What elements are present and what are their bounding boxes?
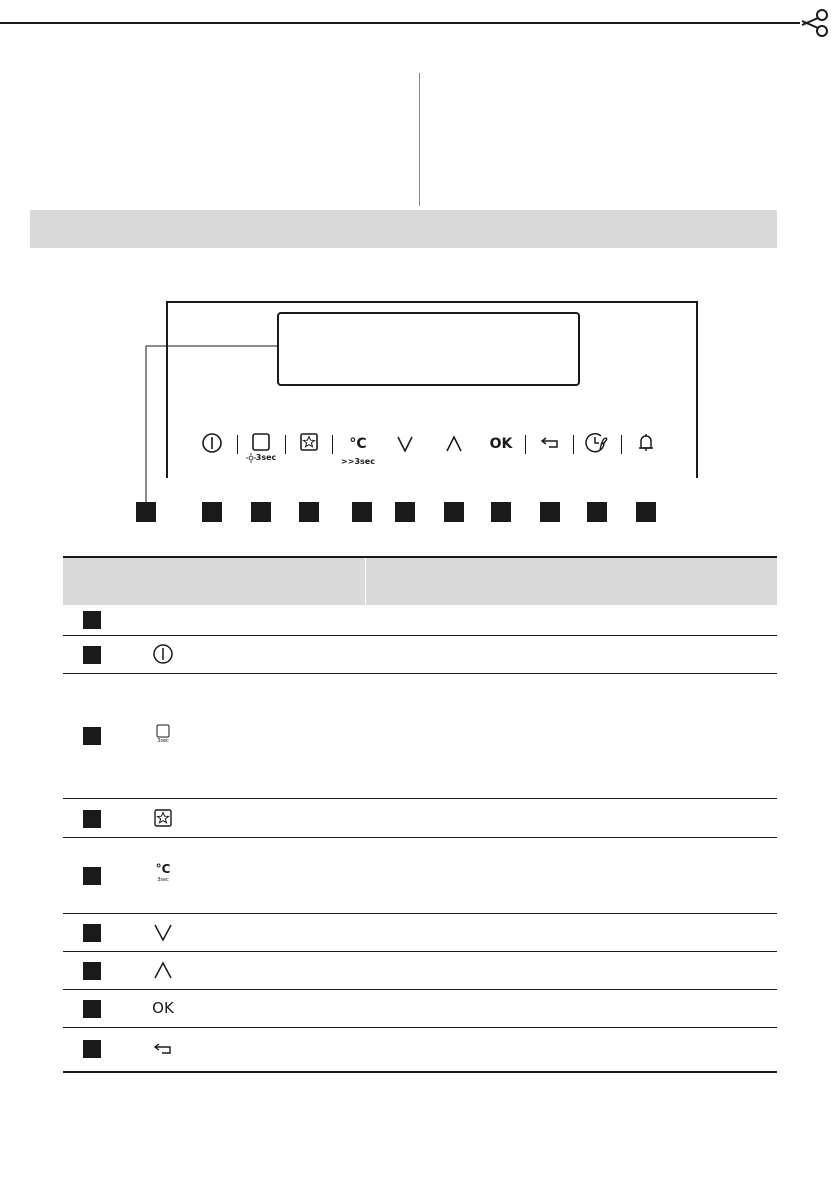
row-symbol <box>149 643 177 665</box>
callout-marker <box>444 502 464 522</box>
separator <box>237 435 238 454</box>
back-button[interactable] <box>533 432 567 474</box>
favourite-button[interactable] <box>292 432 326 474</box>
table-row <box>63 990 777 1028</box>
row-marker <box>83 611 101 629</box>
table-row <box>63 636 777 674</box>
timer-icon <box>585 432 609 454</box>
table-row <box>63 838 777 914</box>
table-row <box>63 1028 777 1073</box>
power-icon <box>152 643 174 665</box>
power-button[interactable] <box>195 432 229 474</box>
back-icon <box>152 1038 174 1060</box>
callout-marker <box>251 502 271 522</box>
callout-marker <box>395 502 415 522</box>
back-icon <box>539 432 561 454</box>
callout-marker <box>352 502 372 522</box>
table-row <box>63 952 777 990</box>
light-icon <box>251 432 271 452</box>
column-divider <box>419 73 420 206</box>
row-symbol <box>149 1038 177 1060</box>
table-row <box>63 799 777 838</box>
down-button[interactable] <box>388 432 422 474</box>
ok-icon: OK <box>152 999 174 1017</box>
timer-button[interactable] <box>580 432 614 474</box>
hold-label: 3sec <box>354 457 375 466</box>
light-icon <box>156 724 170 738</box>
temperature-icon: °C <box>349 436 367 452</box>
callout-marker <box>587 502 607 522</box>
section-heading-band <box>30 210 777 248</box>
temperature-icon: °C <box>155 862 171 876</box>
up-icon <box>152 959 174 981</box>
up-icon <box>444 432 464 454</box>
display-leader-line <box>140 344 280 506</box>
down-icon <box>152 921 174 943</box>
table-row <box>63 605 777 636</box>
row-symbol <box>149 861 177 883</box>
table-header <box>63 556 777 605</box>
row-symbol <box>149 959 177 981</box>
row-marker <box>83 962 101 980</box>
callout-marker <box>636 502 656 522</box>
temperature-button[interactable] <box>341 432 375 474</box>
row-marker <box>83 810 101 828</box>
ok-icon: OK <box>489 436 513 452</box>
row-symbol <box>149 998 177 1018</box>
row-marker <box>83 1000 101 1018</box>
row-symbol <box>149 808 177 828</box>
power-icon <box>201 432 223 454</box>
hold-label: 3sec <box>157 738 169 744</box>
light-button[interactable] <box>244 432 278 474</box>
table-row <box>63 914 777 952</box>
favourite-icon <box>299 432 319 452</box>
callout-marker <box>299 502 319 522</box>
alarm-icon <box>636 432 656 454</box>
row-symbol <box>149 724 177 744</box>
alarm-button[interactable] <box>629 432 663 474</box>
row-marker <box>83 924 101 942</box>
header-divider <box>365 558 366 605</box>
row-marker <box>83 727 101 745</box>
ok-button[interactable] <box>483 432 519 474</box>
display-window <box>277 312 580 386</box>
sun-icon <box>246 453 256 463</box>
separator <box>621 435 622 454</box>
down-icon <box>395 432 415 454</box>
cut-line <box>0 22 800 24</box>
hold-label: 3sec <box>255 453 277 462</box>
up-button[interactable] <box>437 432 471 474</box>
separator <box>285 435 286 454</box>
callout-marker <box>491 502 511 522</box>
fast-forward-icon: >> <box>341 457 355 466</box>
row-symbol <box>149 921 177 943</box>
separator <box>525 435 526 454</box>
separator <box>332 435 333 454</box>
callout-marker <box>136 502 156 522</box>
row-marker <box>83 646 101 664</box>
callout-marker <box>540 502 560 522</box>
hold-label: 3sec <box>157 877 169 883</box>
table-row <box>63 674 777 799</box>
row-marker <box>83 1040 101 1058</box>
row-marker <box>83 867 101 885</box>
separator <box>573 435 574 454</box>
scissors-icon <box>800 8 832 38</box>
callout-marker <box>202 502 222 522</box>
favourite-icon <box>153 808 173 828</box>
